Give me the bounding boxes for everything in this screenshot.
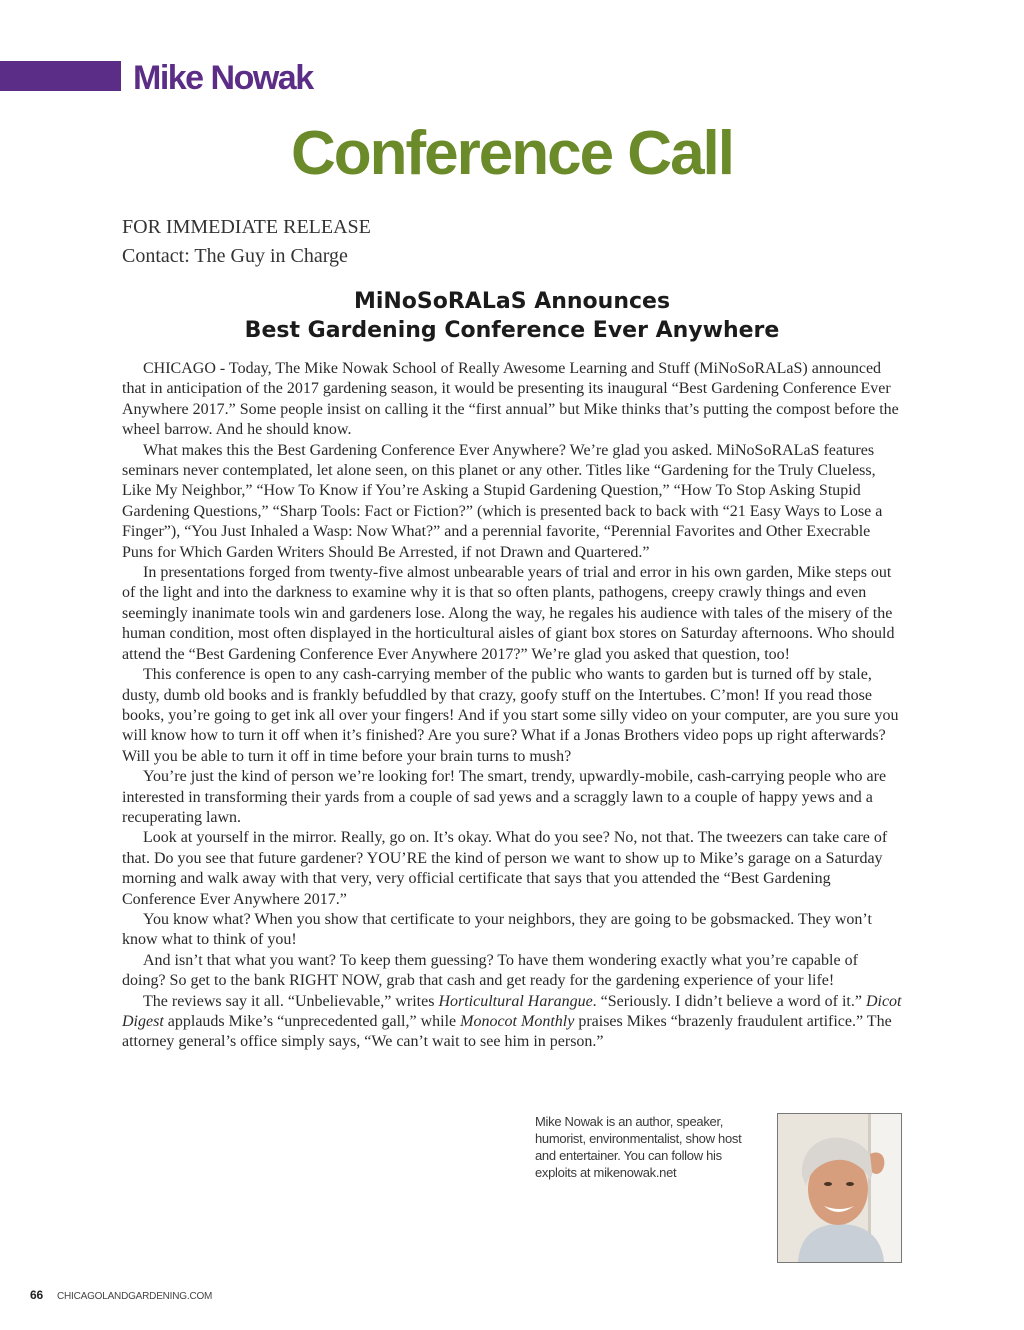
site-url: CHICAGOLANDGARDENING.COM (56, 1291, 213, 1302)
press-headline (0, 287, 1024, 345)
headline-line-2: Best Gardening Conference Ever Anywhere (244, 318, 780, 343)
text: . “Seriously. I didn’t believe a word of it.” (592, 992, 866, 1010)
publication-name: Horticultural Harangue (438, 992, 593, 1010)
paragraph-reviews (122, 992, 902, 1053)
paragraph: What makes this the Best Gardening Conference Ever Anywhere? We’re glad you asked. MiNoSoRALaS features seminars never contemplated, let alone seen, on this planet or any other. Titles like “Gardening for the Truly Clueless, Like My Neighbor,” “How To Know if You’re Asking a Stupid Gardening Question,” “How To Stop Asking Stupid Gardening Questions,” “Sharp Tools: Fact or Fiction?” (which is presented back to back with “21 Easy Ways to Lose a Finger”), “You Just Inhaled a Wasp: Now What?” and a perennial favorite, “Perennial Favorites and Other Execrable Puns for Which Garden Writers Should Be Arrested, if not Drawn and Quartered.” (122, 441, 883, 561)
paragraph: And isn’t that what you want? To keep them guessing? To have them wondering exactly what you’re capable of doing? So get to the bank RIGHT NOW, grab that cash and get ready for the gardening experience of your life! (122, 951, 858, 990)
author-name: Mike Nowak (133, 59, 313, 97)
text: praises Mikes “brazenly fraudulent artifice.” The attorney general’s office simply says, “We can’t wait to see him in person.” (122, 1013, 892, 1051)
page-footer (30, 1288, 212, 1302)
author-portrait-image (778, 1114, 901, 1262)
publication-name: Dicot Digest (122, 992, 902, 1030)
author-bio: Mike Nowak is an author, speaker, humorist, environmentalist, show host and entertainer. You can follow his exploits at mikenowak.net (535, 1114, 742, 1180)
text: The reviews say it all. “Unbelievable,” writes (143, 992, 439, 1010)
publication-name: Monocot Monthly (460, 1013, 575, 1030)
release-label: FOR IMMEDIATE RELEASE (122, 216, 371, 238)
paragraph: In presentations forged from twenty-five almost unbearable years of trial and error in his own garden, Mike steps out of the light and into the darkness to examine why it is that so often plants, pathogens, creepy crawly things and even seemingly inanimate tools win and gardeners lose. Along the way, he regales his audience with tales of the misery of the human condition, most often displayed in the horticultural aisles of giant box stores on Saturday afternoons. Who should attend the “Best Gardening Conference Ever Anywhere 2017?” We’re glad you asked that question, too! (122, 564, 895, 663)
text: applauds Mike’s “unprecedented gall,” while (163, 1013, 461, 1030)
headline-line-1: MiNoSoRALaS Announces (353, 289, 671, 314)
article-body (122, 359, 902, 1053)
paragraph: CHICAGO - Today, The Mike Nowak School of Really Awesome Learning and Stuff (MiNoSoRALaS) announced that in anticipation of the 2017 gardening season, it would be presenting its inaugural “Best Gardening Conference Ever Anywhere 2017.” Some people insist on calling it the “first annual” but Mike thinks that’s putting the compost before the wheel barrow. And he should know. (122, 360, 899, 439)
author-photo (777, 1113, 902, 1263)
paragraph: This conference is open to any cash-carrying member of the public who wants to garden but is turned off by stale, dusty, dumb old books and is frankly befuddled by that crazy, goofy stuff on the Intertubes. C’mon! If you read those books, you’re going to get ink all over your fingers! And if you start some silly video on your computer, are you sure you will know how to turn it off when it’s finished? Are you sure? What if a Jonas Brothers video pops up right afterwards? Will you be able to turn it off in time before your brain turns to mush? (122, 666, 899, 765)
article-title: Conference Call (290, 119, 734, 188)
paragraph: You’re just the kind of person we’re looking for! The smart, trendy, upwardly-mobile, cash-carrying people who are interested in transforming their yards from a couple of sad yews and a scraggly lawn to a couple of happy yews and a recuperating lawn. (122, 768, 887, 826)
press-release-info (122, 213, 371, 271)
page-number: 66 (30, 1288, 43, 1302)
paragraph: You know what? When you show that certificate to your neighbors, they are going to be gobsmacked. They won’t know what to think of you! (122, 910, 872, 949)
author-accent-bar (0, 61, 121, 91)
release-contact: Contact: The Guy in Charge (122, 245, 348, 267)
paragraph: Look at yourself in the mirror. Really, go on. It’s okay. What do you see? No, not that. The tweezers can take care of that. Do you see that future gardener? YOU’RE the kind of person we want to show up to Mike’s garage on a Saturday morning and walk away with that very, very official certificate that says that you attended the “Best Gardening Conference Ever Anywhere 2017.” (122, 829, 888, 908)
